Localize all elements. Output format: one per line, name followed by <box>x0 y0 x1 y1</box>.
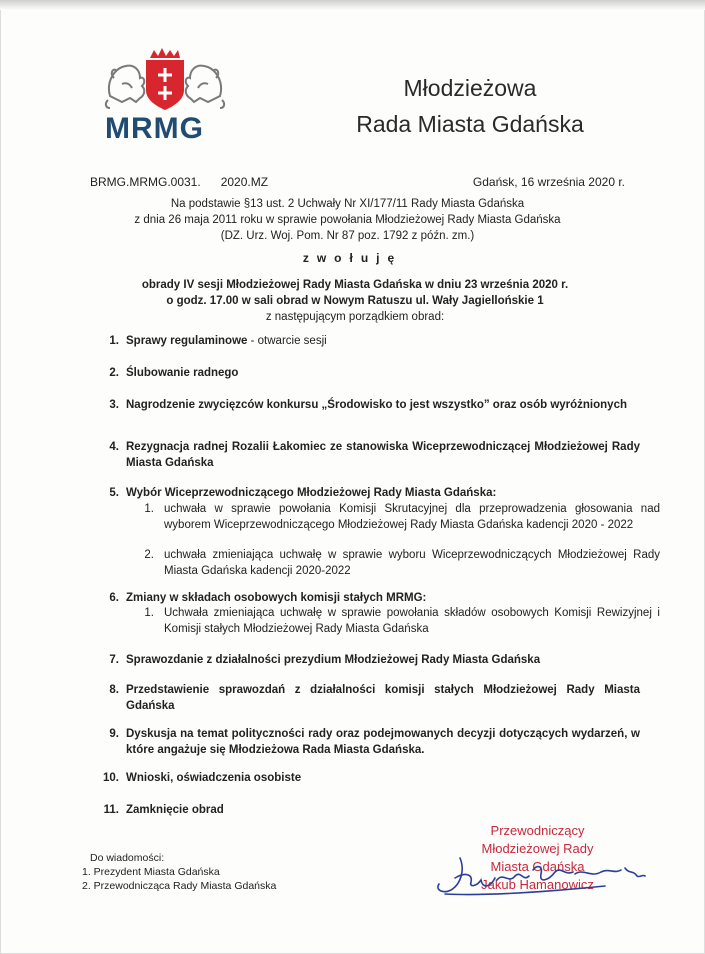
agenda-item-number: 4. <box>109 441 119 453</box>
agenda-item <box>95 770 640 786</box>
agenda-item-number: 10. <box>103 772 119 784</box>
agenda-item <box>95 365 640 381</box>
agenda-item-text: Rezygnacja radnej Rozalii Łakomiec ze stanowiska Wiceprzewodniczącej Młodzieżowej Rady Miasta Gdańska <box>126 441 640 469</box>
legal-basis-line: Na podstawie §13 ust. 2 Uchwały Nr XI/177/11 Rady Miasta Gdańska <box>170 198 525 210</box>
agenda-item-text-rest: - otwarcie sesji <box>247 335 327 347</box>
distribution-item: 2. Przewodnicząca Rady Miasta Gdańska <box>82 880 277 892</box>
agenda-item-text: Wybór Wiceprzewodniczącego Młodzieżowej Rady Miasta Gdańska: <box>126 487 497 499</box>
agenda-item <box>95 485 640 501</box>
agenda-item-number: 3. <box>109 399 119 411</box>
agenda-item-text: Przedstawienie sprawozdań z działalności komisji stałych Młodzieżowej Rady Miasta Gdańska <box>126 684 640 712</box>
convening-word: zwołuję <box>302 251 403 265</box>
agenda-item-text: Sprawozdanie z działalności prezydium Młodzieżowej Rady Miasta Gdańska <box>126 654 541 666</box>
agenda-item-number: 2. <box>109 367 119 379</box>
agenda-subitem-text: Uchwała zmieniająca uchwałę w sprawie powołania składów osobowych Komisji Rewizyjnej i Komisji stałych Młodzieżowej Rady Miasta Gdańska <box>164 607 660 635</box>
agenda-subitem <box>140 501 660 533</box>
agenda-subitem-text: uchwała w sprawie powołania Komisji Skrutacyjnej dla przeprowadzenia głosowania nad wyborem Wiceprzewodniczącego Młodzieżowej Rady Miasta Gdańska kadencji 2020 - 2022 <box>164 503 660 531</box>
agenda-subitem <box>140 547 660 579</box>
distribution-list <box>82 851 277 893</box>
organization-name <box>300 70 640 142</box>
session-intro-line: o godz. 17.00 w sali obrad w Nowym Ratuszu ul. Wały Jagiellońskie 1 <box>166 295 544 307</box>
agenda-item-text: Ślubowanie radnego <box>126 367 239 379</box>
agenda-item-number: 5. <box>109 487 119 499</box>
agenda-item <box>95 652 640 668</box>
session-intro-line: obrady IV sesji Młodzieżowej Rady Miasta Gdańska w dniu 23 września 2020 r. <box>141 279 569 291</box>
agenda-subitem-number: 1. <box>144 607 154 619</box>
signature-stamp-line: Młodzieżowej Rady <box>481 841 594 856</box>
agenda-subitem-number: 2. <box>144 549 154 561</box>
agenda-item-text: Dyskusja na temat polityczności rady oraz podejmowanych decyzji dotyczących wydarzeń, w które angażuje się Młodzieżowa Rada Miasta Gdańska. <box>126 728 640 756</box>
legal-basis-line: z dnia 26 maja 2011 roku w sprawie powołania Młodzieżowej Rady Miasta Gdańska <box>134 214 561 226</box>
organization-name-line2: Rada Miasta Gdańska <box>356 111 584 137</box>
signature-stamp-line: Miasta Gdańska <box>490 859 585 874</box>
agenda-item <box>95 439 640 471</box>
session-intro-line: z następującym porządkiem obrad: <box>265 311 445 323</box>
agenda-subitem-number: 1. <box>144 503 154 515</box>
agenda-item <box>95 590 640 606</box>
document-reference: BRMG.MRMG.0031. 2020.MZ <box>90 175 269 189</box>
session-intro <box>80 277 630 325</box>
agenda-item-number: 11. <box>103 804 119 816</box>
agenda-item <box>95 682 640 714</box>
agenda-item <box>95 333 640 349</box>
agenda-item-number: 9. <box>109 728 119 740</box>
agenda-item <box>95 397 640 413</box>
document-date: Gdańsk, 16 września 2020 r. <box>472 175 625 189</box>
agenda-item-number: 8. <box>109 684 119 696</box>
agenda-item-text <box>126 333 640 349</box>
distribution-item: 1. Prezydent Miasta Gdańska <box>82 866 220 878</box>
agenda-item-number: 7. <box>109 654 119 666</box>
scan-shadow <box>0 0 705 10</box>
agenda-item <box>95 726 640 758</box>
agenda-item-number: 6. <box>109 592 119 604</box>
signature-stamp-line: Jakub Hamanowicz <box>481 877 594 892</box>
handwritten-signature <box>425 850 650 900</box>
logo-wordmark: MRMG <box>105 112 204 145</box>
distribution-heading: Do wiadomości: <box>90 852 165 864</box>
agenda-item <box>95 802 640 818</box>
agenda-subitem <box>140 605 660 637</box>
agenda-item-text-bold: Sprawy regulaminowe <box>126 335 248 347</box>
agenda-subitem-text: uchwała zmieniająca uchwałę w sprawie wyboru Wiceprzewodniczących Młodzieżowej Rady Miasta Gdańska kadencji 2020-2022 <box>164 549 660 577</box>
legal-basis <box>80 196 615 244</box>
agenda-item-number: 1. <box>109 335 119 347</box>
signature-stamp-line: Przewodniczący <box>490 823 585 838</box>
agenda-item-text: Wnioski, oświadczenia osobiste <box>126 772 302 784</box>
agenda-item-text: Zamknięcie obrad <box>126 804 224 816</box>
agenda-item-text: Zmiany w składach osobowych komisji stałych MRMG: <box>126 592 427 604</box>
legal-basis-line: (DZ. Urz. Woj. Pom. Nr 87 poz. 1792 z późn. zm.) <box>220 230 475 242</box>
organization-name-line1: Młodzieżowa <box>403 75 537 101</box>
agenda-item-text: Nagrodzenie zwycięzców konkursu „Środowisko to jest wszystko” oraz osób wyróżnionych <box>126 399 627 411</box>
